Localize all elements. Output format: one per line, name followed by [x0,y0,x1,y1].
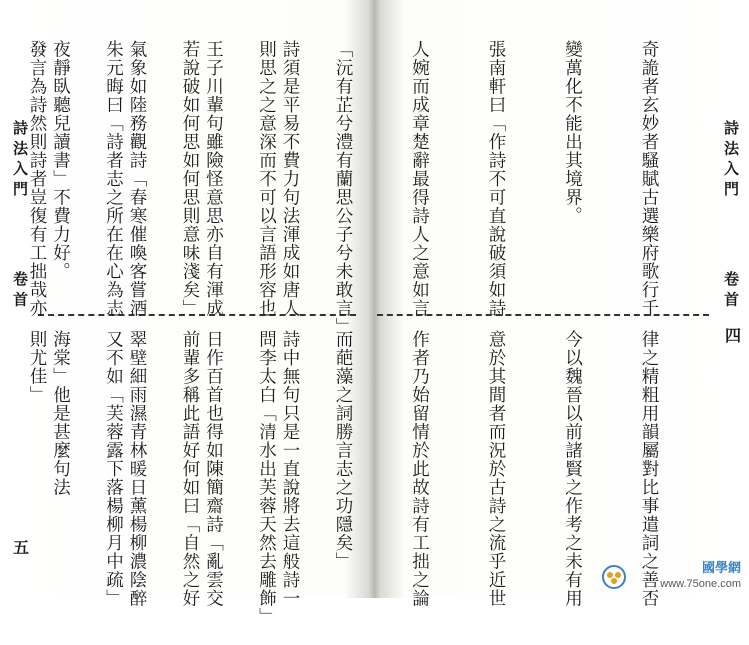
watermark [660,560,741,592]
text-column: 「沅有芷兮澧有蘭思公子兮未敢言」 [333,40,353,336]
text-column: 氣象如陸務觀詩「春寒催喚客嘗酒 [127,40,147,318]
text-column: 發言為詩然則詩者豈復有工拙哉亦 [27,40,47,318]
text-column: 則尤佳」 [27,330,47,404]
running-head-title: 詩法入門 [722,120,740,201]
running-head-volume: 卷首 [11,271,29,312]
text-column: 若說破如何思如何思則意味淺矣」 [180,40,200,318]
text-column: 變萬化不能出其境界。 [562,40,583,225]
running-head-volume: 卷首 [722,271,740,312]
text-column: 又不如「芙蓉露下落楊柳月中疏」 [103,330,124,608]
watermark-url: www.75one.com [660,578,741,590]
text-column: 而葩藻之詞勝言志之功隱矣」 [333,330,353,571]
text-column: 意於其間者而況於古詩之流乎近世 [486,330,506,608]
page-number: 五 [13,538,30,557]
text-column: 今以魏晉以前諸賢之作考之未有用 [562,330,583,608]
text-column: 海棠」他是甚麼句法 [50,330,71,497]
page-number: 四 [725,326,742,345]
text-column: 問李太白「清水出芙蓉天然去雕飾」 [256,330,277,626]
text-column: 詩須是平易不費力句法渾成如唐人 [280,40,300,318]
text-column: 作者乃始留情於此故詩有工拙之論 [409,330,430,608]
text-column: 張南軒曰「作詩不可直說破須如詩 [486,40,506,318]
watermark-site-name: 國學網 [701,560,741,575]
text-column: 前輩多稱此語好何如曰「自然之好 [180,330,200,608]
text-column: 王子川輩句雖險怪意思亦自有渾成 [203,40,224,318]
text-column: 人婉而成章楚辭最得詩人之意如言 [409,40,430,318]
text-column: 日作百首也得如陳簡齋詩「亂雲交 [203,330,224,608]
text-column: 奇詭者玄妙者騷賦古選樂府歌行千 [639,40,659,318]
text-column: 夜靜臥聽兒讀書」不費力好。 [50,40,71,281]
running-head-title: 詩法入門 [11,120,29,201]
running-head [723,120,738,312]
text-column: 朱元晦曰「詩者志之所在在心為志 [103,40,124,318]
section-divider [377,314,709,316]
text-column: 則思之之意深而不可以言語形容也 [256,40,277,318]
text-column: 律之精粗用韻屬對比事遣詞之善否 [639,330,659,608]
text-column: 詩中無句只是一直說將去這般詩一 [280,330,300,608]
watermark-logo-icon [601,564,627,590]
text-column: 翠壁細雨濕青林暖日薰楊柳濃陰醉 [127,330,147,608]
